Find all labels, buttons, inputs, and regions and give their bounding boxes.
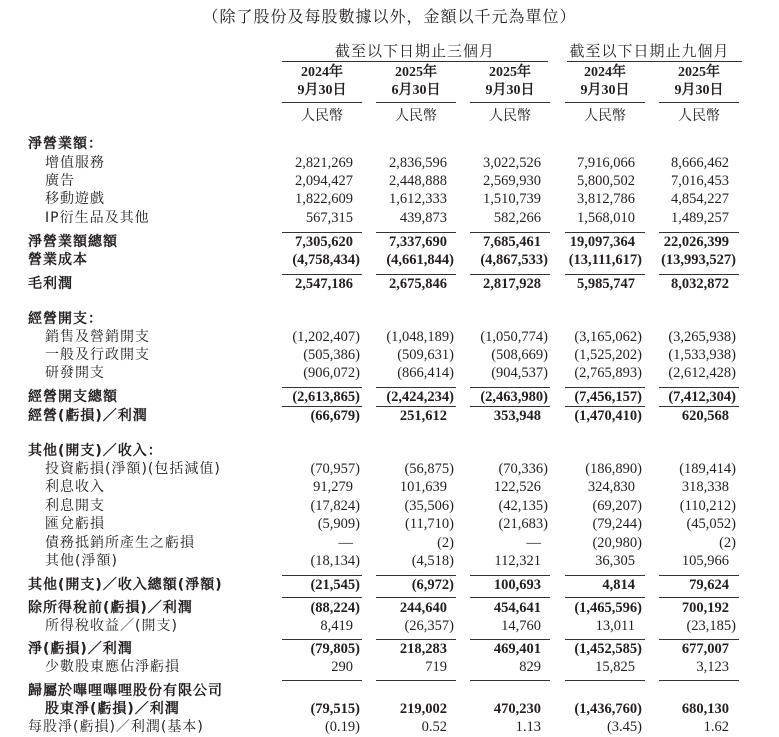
cell-value: (21,545) [310, 577, 360, 593]
rule-line [565, 387, 645, 388]
cell-value: 1,510,739 [483, 191, 541, 207]
column-year: 2025年 [395, 65, 437, 80]
cell-value: 620,568 [681, 408, 729, 424]
cell-value: 2,094,427 [295, 173, 353, 189]
cell-value: (70,336) [498, 461, 548, 477]
cell-value: 19,097,364 [569, 234, 635, 250]
cell-value: 567,315 [305, 210, 353, 226]
cell-value: 439,873 [399, 210, 447, 226]
row-label: 淨營業額： [28, 136, 103, 152]
cell-value: (1,525,202) [574, 347, 642, 363]
rule-line [659, 387, 739, 388]
cell-value: (79,515) [310, 701, 360, 717]
group-underline [567, 61, 742, 62]
cell-value: (45,052) [686, 516, 736, 532]
cell-value: (1,533,938) [668, 347, 736, 363]
table-row [0, 497, 779, 515]
cell-value: (904,537) [491, 365, 548, 381]
table-row [0, 328, 779, 346]
column-currency: 人民幣 [489, 108, 531, 124]
cell-value: 0.52 [421, 719, 447, 735]
table-row [0, 640, 779, 658]
table-row [0, 700, 779, 718]
rule-line [565, 406, 645, 407]
cell-value: (11,710) [405, 516, 454, 532]
cell-value: 79,624 [689, 577, 729, 593]
table-row [0, 576, 779, 594]
rule-line [282, 274, 362, 275]
cell-value: (2,613,865) [292, 389, 360, 405]
cell-value: 2,821,269 [295, 155, 353, 171]
cell-value: 290 [331, 659, 353, 675]
row-label: 毛利潤 [28, 276, 73, 292]
rule-line [282, 639, 362, 640]
cell-value: (13,111,617) [568, 252, 642, 268]
cell-value: 100,693 [493, 577, 541, 593]
group-underline [282, 61, 548, 62]
row-label: 增值服務 [45, 155, 105, 171]
cell-value: 719 [425, 659, 447, 675]
table-row [0, 460, 779, 478]
table-row [0, 388, 779, 406]
cell-value: (5,909) [317, 516, 360, 532]
column-header-underline [376, 102, 456, 103]
row-label: 債務抵銷所產生之虧損 [45, 535, 195, 551]
row-label: 利息開支 [45, 498, 105, 514]
row-label: 經營開支： [28, 311, 103, 327]
cell-value: (4,518) [411, 553, 454, 569]
cell-value: (110,212) [679, 498, 736, 514]
cell-value: (7,412,304) [668, 389, 736, 405]
rule-line [659, 575, 739, 576]
cell-value: (2) [719, 535, 736, 551]
column-date: 9月30日 [485, 83, 535, 98]
rule-line [565, 680, 645, 681]
row-label: 所得稅收益／(開支) [45, 618, 178, 634]
cell-value: (2,463,980) [480, 389, 548, 405]
table-row [0, 617, 779, 635]
rule-line [659, 680, 739, 681]
rule-line [470, 680, 550, 681]
cell-value: 8,419 [320, 618, 353, 634]
cell-value: 318,338 [681, 479, 729, 495]
table-row [0, 407, 779, 425]
column-date: 9月30日 [297, 83, 347, 98]
column-currency: 人民幣 [395, 108, 437, 124]
row-label: 淨營業額總額 [28, 234, 118, 250]
rule-line [282, 575, 362, 576]
rule-line [376, 406, 456, 407]
cell-value: (4,867,533) [480, 252, 548, 268]
column-currency: 人民幣 [301, 108, 343, 124]
rule-line [376, 274, 456, 275]
cell-value: 105,966 [681, 553, 729, 569]
rule-line [659, 406, 739, 407]
cell-value: 101,639 [399, 479, 447, 495]
table-row [0, 135, 779, 153]
row-label: 其他(淨額) [45, 553, 118, 569]
cell-value: (21,683) [498, 516, 548, 532]
cell-value: 2,448,888 [389, 173, 447, 189]
table-row [0, 190, 779, 208]
cell-value: (56,875) [404, 461, 454, 477]
units-note: （除了股份及每股數據以外，金額以千元為單位） [202, 7, 577, 26]
cell-value: 91,279 [313, 479, 353, 495]
cell-value: (4,758,434) [292, 252, 360, 268]
cell-value: 582,266 [493, 210, 541, 226]
cell-value: 324,830 [587, 479, 635, 495]
cell-value: (4,661,844) [386, 252, 454, 268]
rule-line [376, 597, 456, 598]
table-row [0, 346, 779, 364]
rule-line [376, 680, 456, 681]
cell-value: 1,822,609 [295, 191, 353, 207]
table-row [0, 515, 779, 533]
row-label: 少數股東應佔淨虧損 [45, 659, 180, 675]
row-label: 銷售及營銷開支 [45, 329, 150, 345]
table-row [0, 658, 779, 676]
cell-value: (2,765,893) [574, 365, 642, 381]
cell-value: (2,612,428) [668, 365, 736, 381]
cell-value: 700,192 [681, 600, 729, 616]
cell-value: (906,072) [303, 365, 360, 381]
cell-value: 2,817,928 [483, 276, 541, 292]
rule-line [659, 639, 739, 640]
cell-value: 1.13 [515, 719, 541, 735]
cell-value: (509,631) [397, 347, 454, 363]
table-row [0, 209, 779, 227]
cell-value: 2,569,930 [483, 173, 541, 189]
cell-value: 112,321 [494, 553, 541, 569]
table-row [0, 233, 779, 251]
cell-value: 469,401 [493, 641, 541, 657]
cell-value: (3.45) [606, 719, 642, 735]
cell-value: (66,679) [310, 408, 360, 424]
rule-line [565, 575, 645, 576]
rule-line [659, 597, 739, 598]
cell-value: (20,980) [592, 535, 642, 551]
cell-value: 244,640 [399, 600, 447, 616]
cell-value: (3,165,062) [574, 329, 642, 345]
column-header-underline [659, 102, 739, 103]
row-label: 投資虧損(淨額)(包括減值) [45, 461, 221, 477]
cell-value: 4,814 [602, 577, 635, 593]
rule-line [470, 639, 550, 640]
table-row [0, 682, 779, 700]
column-currency: 人民幣 [584, 108, 626, 124]
cell-value: 8,666,462 [671, 155, 729, 171]
cell-value: 470,230 [493, 701, 541, 717]
cell-value: (17,824) [310, 498, 360, 514]
table-row [0, 442, 779, 460]
rule-line [376, 575, 456, 576]
cell-value: (7,456,157) [574, 389, 642, 405]
cell-value: 218,283 [399, 641, 447, 657]
rule-line [659, 232, 739, 233]
cell-value: (23,185) [686, 618, 736, 634]
cell-value: (866,414) [397, 365, 454, 381]
cell-value: 5,800,502 [577, 173, 635, 189]
cell-value: (1,470,410) [574, 408, 642, 424]
cell-value: (1,452,585) [574, 641, 642, 657]
rule-line [282, 232, 362, 233]
cell-value: 3,812,786 [577, 191, 635, 207]
row-label: 歸屬於嗶哩嗶哩股份有限公司 [28, 683, 223, 699]
rule-line [565, 639, 645, 640]
cell-value: 8,032,872 [671, 276, 729, 292]
row-label: 營業成本 [28, 252, 88, 268]
cell-value: 829 [519, 659, 541, 675]
cell-value: 3,123 [696, 659, 729, 675]
row-label: 經營開支總額 [28, 389, 118, 405]
cell-value: (35,506) [404, 498, 454, 514]
cell-value: 4,854,227 [671, 191, 729, 207]
rule-line [470, 597, 550, 598]
row-label: 研發開支 [45, 365, 105, 381]
column-header-underline [282, 102, 362, 103]
rule-line [376, 639, 456, 640]
table-row [0, 599, 779, 617]
cell-value: 251,612 [399, 408, 447, 424]
group-header-nine-months: 截至以下日期止九個月 [569, 42, 730, 60]
rule-line [470, 274, 550, 275]
cell-value: 1.62 [703, 719, 729, 735]
cell-value: 3,022,526 [483, 155, 541, 171]
cell-value: 7,305,620 [295, 234, 353, 250]
cell-value: 122,526 [493, 479, 541, 495]
cell-value: (0.19) [324, 719, 360, 735]
cell-value: 5,985,747 [577, 276, 635, 292]
row-label: 一般及行政開支 [45, 347, 150, 363]
rule-line [470, 406, 550, 407]
column-date: 9月30日 [674, 83, 724, 98]
cell-value: (1,202,407) [292, 329, 360, 345]
column-year: 2025年 [678, 65, 720, 80]
row-label: 每股淨(虧損)／利潤(基本) [28, 719, 204, 735]
cell-value: 1,568,010 [577, 210, 635, 226]
row-label: 其他(開支)／收入： [28, 443, 163, 459]
cell-value: 13,011 [595, 618, 635, 634]
cell-value: (79,244) [592, 516, 642, 532]
cell-value: (26,357) [404, 618, 454, 634]
cell-value: 22,026,399 [663, 234, 729, 250]
cell-value: (508,669) [491, 347, 548, 363]
cell-value: 7,685,461 [483, 234, 541, 250]
rule-line [565, 274, 645, 275]
cell-value: 7,016,453 [671, 173, 729, 189]
cell-value: 680,130 [681, 701, 729, 717]
row-label: 股東淨(虧損)／利潤 [45, 701, 180, 717]
column-header-underline [470, 102, 550, 103]
rule-line [470, 575, 550, 576]
cell-value: 14,760 [501, 618, 541, 634]
cell-value: 1,489,257 [671, 210, 729, 226]
cell-value: (79,805) [310, 641, 360, 657]
rule-line [376, 387, 456, 388]
cell-value: (505,386) [303, 347, 360, 363]
rule-line [565, 232, 645, 233]
column-date: 9月30日 [580, 83, 630, 98]
cell-value: — [338, 535, 353, 551]
rule-line [282, 406, 362, 407]
table-row [0, 172, 779, 190]
column-year: 2025年 [489, 65, 531, 80]
cell-value: (13,993,527) [661, 252, 736, 268]
cell-value: (88,224) [310, 600, 360, 616]
cell-value: (6,972) [411, 577, 454, 593]
rule-line [470, 387, 550, 388]
cell-value: 2,836,596 [389, 155, 447, 171]
column-year: 2024年 [584, 65, 626, 80]
cell-value: (3,265,938) [668, 329, 736, 345]
cell-value: (1,465,596) [574, 600, 642, 616]
column-currency: 人民幣 [678, 108, 720, 124]
row-label: 除所得稅前(虧損)／利潤 [28, 600, 193, 616]
cell-value: (2) [437, 535, 454, 551]
rule-line [470, 232, 550, 233]
table-row [0, 718, 779, 736]
table-row [0, 478, 779, 496]
cell-value: (42,135) [498, 498, 548, 514]
cell-value: (1,436,760) [574, 701, 642, 717]
table-row [0, 534, 779, 552]
rule-line [282, 597, 362, 598]
cell-value: 7,916,066 [577, 155, 635, 171]
row-label: 利息收入 [45, 479, 105, 495]
cell-value: (69,207) [592, 498, 642, 514]
cell-value: 2,547,186 [295, 276, 353, 292]
rule-line [659, 274, 739, 275]
group-header-three-months: 截至以下日期止三個月 [334, 42, 495, 60]
cell-value: 219,002 [399, 701, 447, 717]
row-label: 淨(虧損)／利潤 [28, 641, 133, 657]
cell-value: — [526, 535, 541, 551]
cell-value: 15,825 [595, 659, 635, 675]
table-row [0, 552, 779, 570]
cell-value: 7,337,690 [389, 234, 447, 250]
cell-value: (1,050,774) [480, 329, 548, 345]
cell-value: (186,890) [585, 461, 642, 477]
column-date: 6月30日 [391, 83, 441, 98]
cell-value: 454,641 [493, 600, 541, 616]
cell-value: 353,948 [493, 408, 541, 424]
column-year: 2024年 [301, 65, 343, 80]
row-label: IP衍生品及其他 [45, 210, 150, 226]
cell-value: 1,612,333 [389, 191, 447, 207]
cell-value: (2,424,234) [386, 389, 454, 405]
rule-line [282, 680, 362, 681]
rule-line [376, 232, 456, 233]
cell-value: (1,048,189) [386, 329, 454, 345]
table-row [0, 275, 779, 293]
cell-value: 36,305 [595, 553, 635, 569]
row-label: 其他(開支)／收入總額(淨額) [28, 577, 223, 593]
table-row [0, 251, 779, 269]
row-label: 移動遊戲 [45, 191, 105, 207]
table-row [0, 154, 779, 172]
row-label: 匯兌虧損 [45, 516, 105, 532]
cell-value: (70,957) [310, 461, 360, 477]
row-label: 經營(虧損)／利潤 [28, 408, 148, 424]
cell-value: (189,414) [679, 461, 736, 477]
cell-value: (18,134) [310, 553, 360, 569]
row-label: 廣告 [45, 173, 75, 189]
rule-line [565, 597, 645, 598]
table-row [0, 310, 779, 328]
cell-value: 2,675,846 [389, 276, 447, 292]
column-header-underline [565, 102, 645, 103]
rule-line [282, 387, 362, 388]
table-row [0, 364, 779, 382]
cell-value: 677,007 [681, 641, 729, 657]
